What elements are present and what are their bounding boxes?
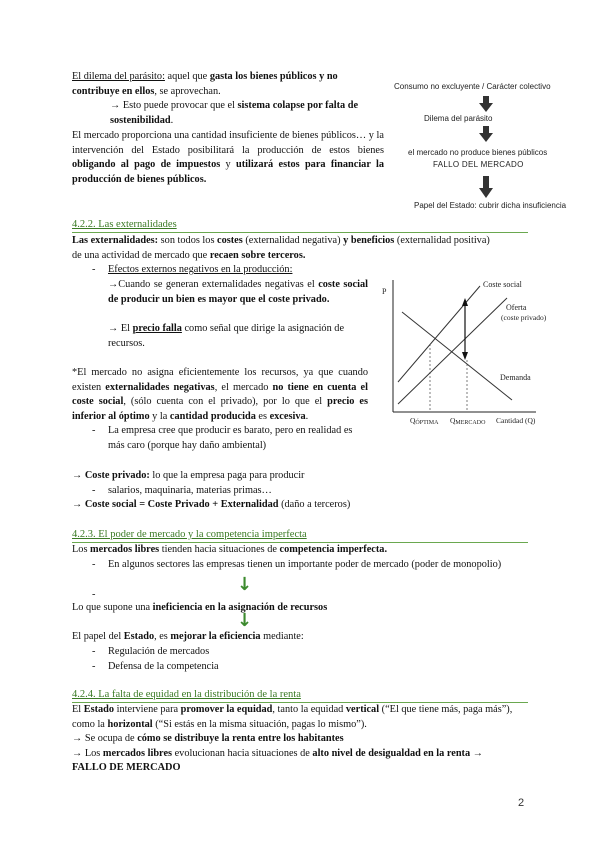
qmercado-sub: MERCADO — [455, 420, 486, 426]
text-bold: mercados libres — [102, 747, 173, 759]
text: mediante: — [260, 631, 304, 642]
text-bold: no tiene en cuenta el coste social — [72, 381, 368, 408]
text: → — [72, 499, 85, 510]
text-bold: costes — [217, 235, 243, 246]
state-role-item: Defensa de la competencia — [108, 660, 219, 672]
equity-paragraph — [72, 703, 528, 732]
down-arrow-icon: ↓ — [237, 610, 253, 631]
qoptima-q: Q — [410, 416, 416, 425]
text: , es — [154, 631, 171, 642]
flow-step-3: el mercado no produce bienes públicos — [408, 148, 548, 157]
text-bold: horizontal — [107, 718, 153, 730]
social-cost-label: Coste social — [483, 280, 522, 289]
text: tienden hacia situaciones de — [159, 544, 280, 555]
text-bold: promover la equidad — [180, 704, 273, 715]
text-bold: precio es inferior al óptimo — [72, 396, 368, 422]
text: → — [470, 747, 484, 759]
flow-down-arrow-icon — [479, 126, 493, 147]
qmercado-q: Q — [450, 416, 456, 425]
text-bold: Las externalidades: — [72, 235, 159, 246]
text: → Esto puede provocar que el — [110, 100, 238, 112]
text: interviene para — [114, 704, 181, 715]
text: El papel del — [72, 631, 124, 642]
text-bold: cantidad producida — [169, 410, 256, 422]
quantity-axis-label: Cantidad (Q) — [496, 416, 536, 425]
public-goods-paragraph — [72, 129, 384, 187]
text: (daño a terceros) — [278, 499, 351, 510]
text-bold: coste social de producir un bien es mayor que el coste privado. — [108, 279, 368, 305]
text: →Cuando se generan externalidades negativas el — [108, 279, 319, 290]
market-inefficiency-note — [72, 366, 368, 424]
text-bold: recaen sobre terceros. — [209, 249, 306, 261]
income-distribution-line — [72, 732, 344, 747]
bullet-dash: - — [92, 559, 96, 570]
flow-step-1: Consumo no excluyente / Carácter colectivo — [394, 82, 551, 91]
flow-step-5: Papel del Estado: cubrir dicha insuficiencia — [414, 201, 567, 210]
text-bold: externalidades negativas — [105, 381, 215, 393]
text: (“El que tiene más, paga más”), como la — [72, 704, 513, 730]
parasite-definition-line2 — [72, 85, 221, 100]
text: y la — [149, 410, 170, 422]
text: El — [72, 704, 84, 715]
text-bold: contribuye en ellos — [72, 85, 155, 97]
price-failure-explanation — [108, 322, 370, 351]
text: , tanto la equidad — [272, 704, 346, 715]
price-axis-label: P — [382, 287, 387, 296]
arrowhead-down-icon — [462, 352, 468, 360]
social-cost-formula — [72, 498, 350, 513]
text: evolucionan hacia situaciones de — [172, 747, 313, 759]
text-bold: mercados libres — [90, 544, 160, 555]
text: y — [220, 159, 237, 171]
text-bold: alto nivel de desigualdad en la renta — [312, 747, 471, 759]
bullet-dash: - — [92, 425, 96, 436]
market-failure-conclusion: FALLO DE MERCADO — [72, 762, 181, 773]
text: Los — [72, 544, 91, 555]
private-cost-items: salarios, maquinaria, materias primas… — [108, 485, 272, 496]
text: → Se ocupa de — [72, 733, 138, 744]
inefficiency-line — [72, 601, 327, 616]
text: son todos los — [158, 235, 218, 246]
qmercado-label — [450, 416, 486, 426]
text: (“Si estás en la misma situación, pagas lo mismo”). — [152, 718, 367, 730]
text: , (sólo cuenta con el privado), por lo que el — [123, 396, 328, 408]
monopoly-power-item: En algunos sectores las empresas tienen un importante poder de mercado (poder de monopolio) — [108, 559, 502, 570]
qoptima-label — [410, 416, 439, 426]
text-bold: mejorar la eficiencia — [170, 631, 261, 642]
supply-curve — [398, 298, 507, 404]
private-cost-line — [72, 469, 304, 484]
cheap-production-item: La empresa cree que producir es barato, pero en realidad es más caro (porque hay daño ambiental) — [108, 425, 353, 451]
text: → — [72, 470, 85, 481]
social-cost-curve — [398, 286, 480, 382]
text: . — [170, 114, 174, 126]
text-bold: cómo se distribuye la renta entre los habitantes — [137, 733, 344, 744]
text-bold: Estado — [123, 631, 155, 642]
social-cost-explanation — [108, 278, 368, 307]
down-arrow-icon — [479, 126, 493, 142]
supply-label: Oferta — [506, 303, 527, 312]
externality-graph — [372, 274, 547, 430]
text-bold: sostenibilidad — [110, 114, 171, 126]
bullet-dash: - — [92, 264, 96, 275]
state-role-line — [72, 630, 304, 645]
text: → El — [108, 323, 133, 334]
section-heading-equity: 4.2.4. La falta de equidad en la distribución de la renta — [72, 689, 301, 700]
text: (externalidad positiva) — [394, 235, 490, 246]
demand-label: Demanda — [500, 373, 531, 382]
text-bold: y beneficios — [343, 235, 395, 246]
inequality-line — [72, 747, 483, 762]
text-bold: Coste privado: — [84, 470, 150, 481]
page-number: 2 — [518, 797, 525, 809]
text: , se aprovechan. — [154, 85, 221, 97]
qoptima-sub: ÓPTIMA — [415, 420, 439, 426]
supply-sublabel: (coste privado) — [501, 313, 547, 322]
section-heading-externalities: 4.2.2. Las externalidades — [72, 219, 177, 230]
text: . — [305, 410, 309, 422]
free-markets-line — [72, 543, 387, 558]
text: El mercado proporciona una cantidad insuficiente de bienes públicos… y la intervención del Estado posibilitará la producción de estos bienes — [72, 130, 384, 156]
text: , el mercado — [214, 381, 273, 393]
text: *El mercado no asigna eficientemente los recursos, ya que cuando existen — [72, 367, 368, 393]
text: como señal que dirige la asignación de recursos. — [108, 323, 345, 349]
externalities-definition-line1 — [72, 234, 490, 249]
text-bold: gasta los bienes públicos y no — [209, 71, 338, 82]
text: es — [255, 410, 270, 422]
externalities-definition-line2 — [72, 249, 305, 264]
text: → Los — [72, 747, 103, 759]
bullet-dash: - — [92, 485, 96, 496]
text: de una actividad de mercado que — [72, 249, 210, 261]
down-arrow-icon: ↓ — [237, 574, 253, 595]
section-divider — [72, 232, 528, 233]
text: (externalidad negativa) — [242, 235, 344, 246]
text: aquel que — [164, 71, 210, 82]
flow-step-4: FALLO DEL MERCADO — [433, 160, 524, 169]
text-bold: vertical — [345, 704, 380, 715]
section-heading-market-power: 4.2.3. El poder de mercado y la competencia imperfecta — [72, 529, 307, 540]
down-arrow-icon — [479, 96, 493, 112]
text-bold: utilizará estos para financiar la producción de bienes públicos. — [72, 159, 385, 185]
parasite-term: El dilema del parásito: — [72, 71, 165, 82]
bullet-dash-empty: - — [92, 589, 96, 600]
text-bold: competencia imperfecta. — [279, 544, 388, 555]
text-bold: Estado — [83, 704, 115, 715]
parasite-consequence-line2 — [110, 114, 173, 129]
parasite-definition-line1 — [72, 70, 384, 85]
state-role-item: Regulación de mercados — [108, 646, 210, 657]
text-bold: precio falla — [132, 323, 182, 334]
bullet-dash: - — [92, 646, 96, 657]
text-bold: obligando al pago de impuestos — [72, 159, 221, 171]
arrowhead-up-icon — [462, 298, 468, 306]
flow-step-2: Dilema del parásito — [424, 114, 493, 123]
text-bold: excesiva — [269, 410, 306, 422]
text-bold: ineficiencia en la asignación de recursos — [152, 602, 328, 613]
flow-down-arrow-icon — [479, 176, 493, 203]
negative-external-effects-subheading: Efectos externos negativos en la producción: — [108, 264, 293, 275]
text-bold: Coste social = Coste Privado + Externalidad — [84, 499, 279, 510]
parasite-consequence-line1 — [110, 99, 358, 114]
down-arrow-icon — [479, 176, 493, 198]
text: Lo que supone una — [72, 602, 153, 613]
bullet-dash: - — [92, 660, 96, 672]
text: lo que la empresa paga para producir — [149, 470, 305, 481]
demand-curve — [402, 312, 512, 400]
text-bold: sistema colapse por falta de — [237, 100, 359, 112]
